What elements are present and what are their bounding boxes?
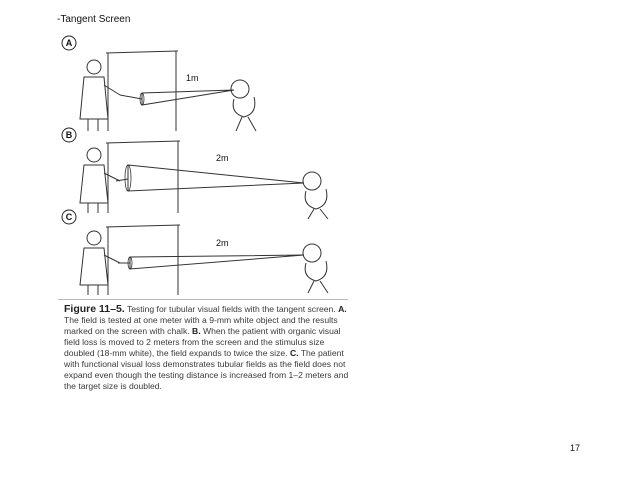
patient-a [231, 80, 256, 131]
panel-b-letter: B [65, 130, 73, 140]
caption-a-text: The field is tested at one meter with a 9-mm white object and the results marked on the screen with chalk. [64, 315, 338, 336]
panel-b [62, 128, 328, 219]
tangent-screen-a [106, 51, 178, 131]
visual-cone-a [142, 90, 234, 105]
figure-number: Figure 11–5. [64, 303, 125, 315]
examiner-a [80, 60, 120, 131]
panel-a [62, 36, 256, 131]
caption-title: Testing for tubular visual fields with the tangent screen. [126, 304, 336, 314]
patient-b [303, 172, 328, 219]
caption-b-text: When the patient with organic visual field loss is moved to 2 meters from the screen and the stimulus size doubled (18-mm white), the field expands to twice the size. [64, 326, 341, 358]
caption-a-label: A. [338, 304, 347, 314]
page-number: 17 [570, 443, 581, 453]
panel-a-letter: A [65, 38, 73, 48]
distance-label-b: 2m [216, 153, 229, 163]
panel-c [62, 210, 328, 295]
caption-b-label: B. [192, 326, 201, 336]
panel-c-letter: C [65, 212, 73, 222]
caption-c-label: C. [289, 348, 299, 358]
visual-cone-c [130, 255, 304, 269]
tangent-screen-c [106, 225, 180, 295]
caption-c-text: The patient with functional visual loss demonstrates tubular fields as the field does not expand even though the testing distance is increased from 1–2 meters and the target size is doubled. [64, 348, 349, 391]
tangent-screen-figure [58, 33, 358, 303]
tangent-screen-b [106, 141, 180, 213]
figure-caption [64, 304, 354, 392]
examiner-c [80, 231, 120, 295]
distance-label-a: 1m [186, 73, 199, 83]
visual-cone-b [128, 165, 304, 191]
page-header: -Tangent Screen [57, 14, 131, 25]
caption-divider [58, 299, 348, 300]
patient-c [303, 244, 328, 293]
examiner-b [80, 148, 120, 213]
distance-label-c: 2m [216, 238, 229, 248]
